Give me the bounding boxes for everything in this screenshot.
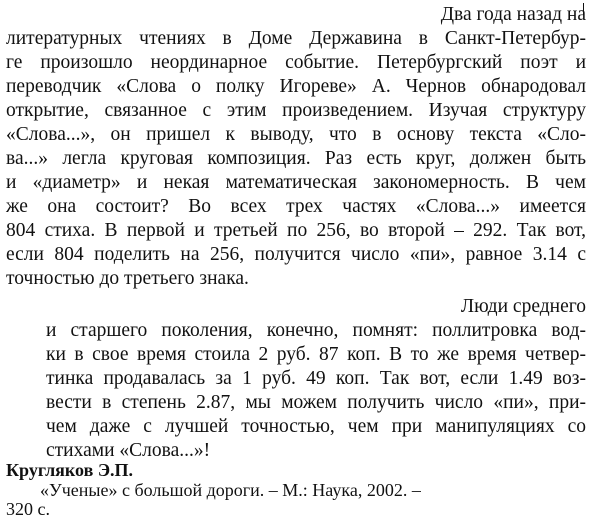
source-citation-line-1: «Ученые» с большой дороги. – М.: Наука, 2002. – [40,480,421,500]
source-author: Кругляков Э.П. [6,460,134,480]
paragraph-1-line-11: если 804 поделить на 256, получится число «пи», равное 3.14 с [6,244,586,265]
paragraph-1-line-5: открытие, связанное с этим произведением. Изучая структуру [6,100,586,121]
paragraph-2-line-3: ки в свое время стоила 2 руб. 87 коп. В то же время четвер- [46,344,586,365]
source-citation-line-2: 320 с. [6,499,50,519]
paragraph-1-line-3: ге произошло неординарное событие. Петербургский поэт и [6,52,586,73]
paragraph-1-line-7: ва...» легла круговая композиция. Раз есть круг, должен быть [6,148,586,169]
paragraph-2-line-6: чем даже с лучшей точностью, чем при манипуляциях со [46,416,586,437]
paragraph-1-line-1: Два года назад на [440,4,586,25]
paragraph-1-line-8: и «диаметр» и некая математическая закономерность. В чем [6,172,586,193]
paragraph-1-line-4: переводчик «Слова о полку Игореве» А. Чернов обнародовал [6,76,586,97]
paragraph-1-line-9: же она состоит? Во всех трех частях «Слова...» имеется [6,196,586,217]
paragraph-1-line-6: «Слова...», он пришел к выводу, что в основу текста «Сло- [6,124,586,145]
paragraph-1-line-10: 804 стиха. В первой и третьей по 256, во второй – 292. Так вот, [6,220,586,241]
paragraph-2-line-2: и старшего поколения, конечно, помнят: поллитровка вод- [46,320,586,341]
paragraph-2-line-4: тинка продавалась за 1 руб. 49 коп. Так вот, если 1.49 воз- [46,368,586,389]
paragraph-2-line-1: Люди среднего [460,296,586,317]
paragraph-2-line-5: вести в степень 2.87, мы можем получить число «пи», при- [46,392,586,413]
paragraph-1-line-2: литературных чтениях в Доме Державина в Санкт-Петербур- [6,28,586,49]
paragraph-1-line-12: точностью до третьего знака. [6,268,249,289]
paragraph-2-line-7: стихами «Слова...»! [46,440,211,461]
